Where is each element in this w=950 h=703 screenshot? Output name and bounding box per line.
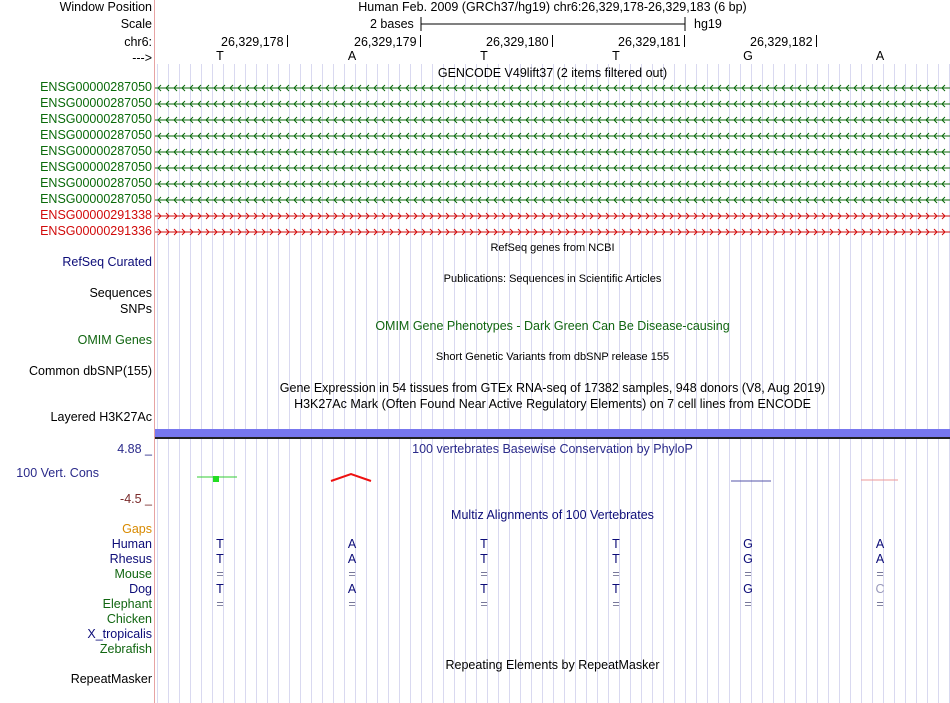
aligned-base: A <box>875 537 885 551</box>
gencode-item-label[interactable]: ENSG00000287050 <box>40 192 152 206</box>
aligned-base: T <box>480 582 488 596</box>
species-label-chicken: Chicken <box>106 612 152 626</box>
aligned-base: T <box>480 537 488 551</box>
aligned-base: G <box>743 582 753 596</box>
aligned-base: = <box>348 597 356 611</box>
aligned-base: A <box>347 582 357 596</box>
aligned-base: = <box>348 567 356 581</box>
position-tick-label: 26,329,181 <box>618 35 681 49</box>
gencode-item-label[interactable]: ENSG00000287050 <box>40 96 152 110</box>
multiz-track-title: Multiz Alignments of 100 Vertebrates <box>451 508 654 522</box>
aligned-base: = <box>216 597 224 611</box>
ref-base: A <box>875 49 885 63</box>
strand-label: ---> <box>132 51 152 65</box>
aligned-base: C <box>875 582 885 596</box>
chromosome-label: chr6: <box>124 35 152 49</box>
gencode-item-label[interactable]: ENSG00000291336 <box>40 224 152 238</box>
h3k27ac-track-title: H3K27Ac Mark (Often Found Near Active Regulatory Elements) on 7 cell lines from ENCODE <box>294 397 811 411</box>
cons-track-label[interactable]: 100 Vert. Cons <box>16 466 99 480</box>
gencode-item-label[interactable]: ENSG00000287050 <box>40 80 152 94</box>
window-position-label: Window Position <box>59 0 152 14</box>
aligned-base: T <box>216 537 224 551</box>
species-label-mouse: Mouse <box>114 567 152 581</box>
snps-track-label[interactable]: SNPs <box>120 302 152 316</box>
gencode-item-label[interactable]: ENSG00000291338 <box>40 208 152 222</box>
gtex-track-title: Gene Expression in 54 tissues from GTEx RNA-seq of 17382 samples, 948 donors (V8, Aug 2019) <box>279 381 826 395</box>
scale-label: Scale <box>120 17 152 31</box>
aligned-base: = <box>480 597 488 611</box>
aligned-base: = <box>744 597 752 611</box>
dbsnp-track-title: Short Genetic Variants from dbSNP release 155 <box>435 351 670 363</box>
position-tick-label: 26,329,182 <box>750 35 813 49</box>
species-label-rhesus: Rhesus <box>109 552 152 566</box>
phylop-max-label: 4.88 _ <box>117 442 152 456</box>
aligned-base: = <box>744 567 752 581</box>
species-label-human: Human <box>111 537 152 551</box>
aligned-base: A <box>347 537 357 551</box>
scale-text: 2 bases <box>370 17 414 31</box>
ref-base: G <box>743 49 753 63</box>
h3k27ac-track-label[interactable]: Layered H3K27Ac <box>50 410 152 424</box>
phylop-signal[interactable] <box>155 0 950 510</box>
species-label-zebrafish: Zebrafish <box>99 642 152 656</box>
aligned-base: = <box>876 567 884 581</box>
ref-base: T <box>480 49 488 63</box>
aligned-base: = <box>216 567 224 581</box>
species-label-dog: Dog <box>129 582 152 596</box>
refseq-track-title: RefSeq genes from NCBI <box>490 242 615 254</box>
refseq-track-label[interactable]: RefSeq Curated <box>62 255 152 269</box>
repeatmasker-track-label[interactable]: RepeatMasker <box>70 672 152 686</box>
track-area[interactable] <box>155 0 950 703</box>
position-tick-label: 26,329,179 <box>354 35 417 49</box>
aligned-base: T <box>612 582 620 596</box>
gaps-label: Gaps <box>122 522 152 536</box>
phylop-min-label: -4.5 _ <box>120 492 152 506</box>
species-label-elephant: Elephant <box>102 597 152 611</box>
repeatmasker-track-title: Repeating Elements by RepeatMasker <box>445 658 660 672</box>
aligned-base: T <box>480 552 488 566</box>
assembly-label: hg19 <box>694 17 722 31</box>
omim-track-label[interactable]: OMIM Genes <box>77 333 152 347</box>
gencode-item-label[interactable]: ENSG00000287050 <box>40 144 152 158</box>
publications-track-title: Publications: Sequences in Scientific Articles <box>443 273 662 285</box>
gencode-item-label[interactable]: ENSG00000287050 <box>40 160 152 174</box>
aligned-base: = <box>480 567 488 581</box>
aligned-base: T <box>612 537 620 551</box>
species-label-xtropicalis: X_tropicalis <box>87 627 152 641</box>
aligned-base: T <box>216 552 224 566</box>
gencode-item-label[interactable]: ENSG00000287050 <box>40 112 152 126</box>
ref-base: T <box>612 49 620 63</box>
phylop-track-title: 100 vertebrates Basewise Conservation by PhyloP <box>412 442 693 456</box>
omim-track-title: OMIM Gene Phenotypes - Dark Green Can Be Disease-causing <box>375 319 730 333</box>
sequences-track-label[interactable]: Sequences <box>89 286 152 300</box>
gencode-item-label[interactable]: ENSG00000287050 <box>40 128 152 142</box>
aligned-base: G <box>743 552 753 566</box>
track-label-column <box>0 0 154 703</box>
aligned-base: G <box>743 537 753 551</box>
aligned-base: A <box>347 552 357 566</box>
aligned-base: = <box>612 597 620 611</box>
position-tick-label: 26,329,180 <box>486 35 549 49</box>
gencode-track-title: GENCODE V49lift37 (2 items filtered out) <box>437 66 668 80</box>
position-header: Human Feb. 2009 (GRCh37/hg19) chr6:26,329,178-26,329,183 (6 bp) <box>358 0 747 14</box>
aligned-base: = <box>612 567 620 581</box>
aligned-base: T <box>612 552 620 566</box>
gencode-item-label[interactable]: ENSG00000287050 <box>40 176 152 190</box>
position-tick-label: 26,329,178 <box>221 35 284 49</box>
ref-base: T <box>216 49 224 63</box>
aligned-base: = <box>876 597 884 611</box>
ref-base: A <box>347 49 357 63</box>
dbsnp-track-label[interactable]: Common dbSNP(155) <box>29 364 152 378</box>
aligned-base: T <box>216 582 224 596</box>
aligned-base: A <box>875 552 885 566</box>
